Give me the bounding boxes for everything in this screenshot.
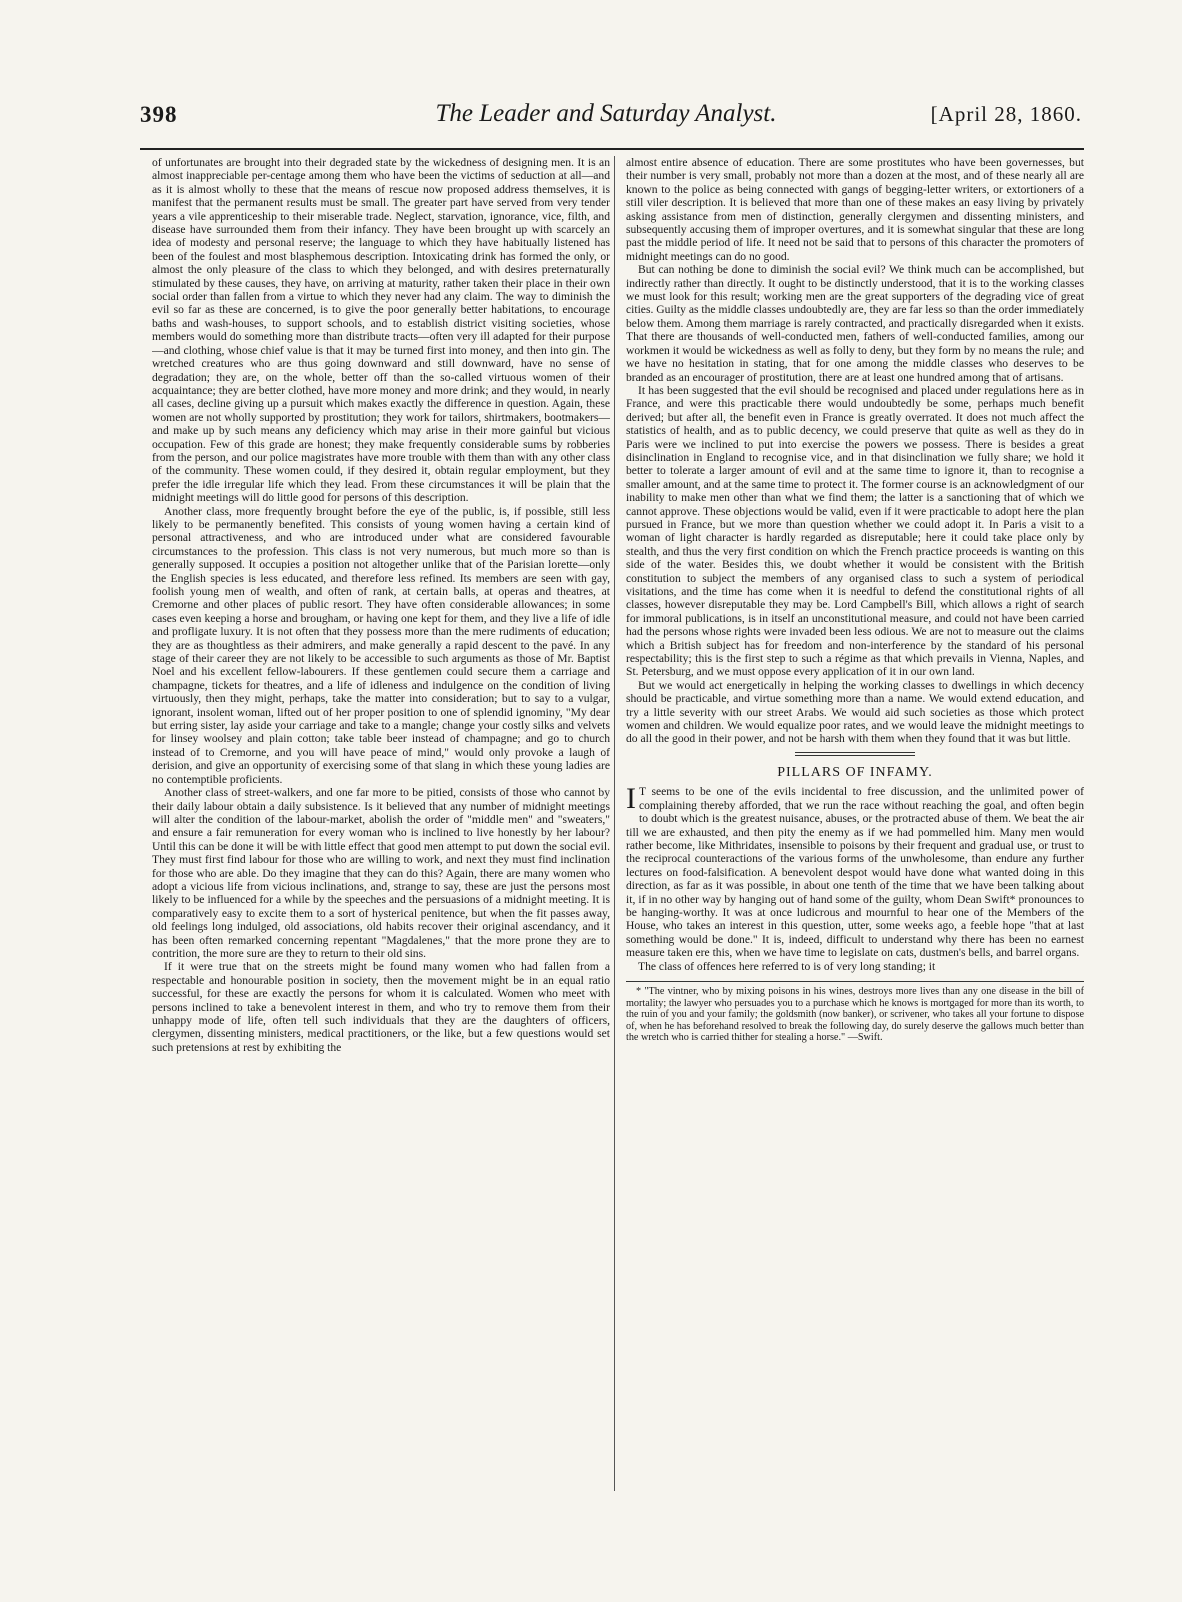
article-paragraph: almost entire absence of education. There are some prostitutes who have been governesses, but their number is very small, probably not more than a dozen at the most, and of these nearly all are known to the police as being connected with gangs of begging-letter writers, or extortioners of a still viler description. It is believed that more than one of these makes an easy living by privately asking assistance from men of distinction, generally clergymen and dissenting ministers, and subsequently accusing them of improper overtures, and it is somewhat singular that these are long past the middle period of life. It need not be said that to persons of this character the promoters of midnight meetings can do no good. bbox=[626, 156, 1084, 263]
article-paragraph: Another class of street-walkers, and one far more to be pitied, consists of those who cannot by their daily labour obtain a daily subsistence. Is it believed that any number of midnight meetings will alter the condition of the labour-market, abolish the order of "middle men" and "sweaters," and ensure a fair remuneration for every woman who is inclined to live honestly by her labour? Until this can be done it will be with little effect that good men attempt to put down the social evil. They must first find labour for those who are willing to work, and next they must find inclination for those who are able. Do they imagine that they can do this? Again, there are many women who adopt a vicious life from vicious inclinations, and, strange to say, these are just the persons most likely to be influenced for a while by the speeches and the persuasions of a midnight meeting. It is comparatively easy to excite them to a sort of hysterical penitence, but when the fit passes away, old feelings long indulged, old associations, old habits recover their original ascendancy, and it has been often remarked concerning repentant "Magdalenes," that the more prone they are to contrition, the more sure are they to return to their old sins. bbox=[152, 786, 610, 960]
article-paragraph: Another class, more frequently brought before the eye of the public, is, if possible, still less likely to be permanently benefited. This consists of young women having a certain kind of personal attractiveness, and who are introduced under what are considered favourable circumstances to the profession. This class is not very numerous, but much more so than is generally supposed. It occupies a position not altogether unlike that of the Parisian lorette—only the English species is less educated, and therefore less refined. Its members are seen with gay, foolish young men of wealth, and often of rank, at certain balls, at operas and theatres, at Cremorne and other places of public resort. They have often considerable allowances; in some cases even keeping a horse and brougham, or having one kept for them, and they live a life of idle and profligate luxury. It is not often that they possess more than the mere rudiments of education; they are as thoughtless as their admirers, and make generally a rapid descent to the pavé. In any stage of their career they are not likely to be accessible to such arguments as those of Mr. Baptist Noel and his excellent fellow-labourers. If these gentlemen could secure them a carriage and champagne, tickets for theatres, and a life of idleness and indulgence on the condition of living virtuously, then they might, perhaps, take the matter into consideration; but to say to a vulgar, ignorant, insolent woman, lifted out of her proper position to one of splendid ignominy, "My dear but erring sister, lay aside your carriage and take to a mangle; change your costly silks and velvets for linsey woolsey and plain cotton; take table beer instead of champagne; and go to church instead of to Cremorne, and you will have peace of mind," would only provoke a laugh of derision, and give an opportunity of exercising some of that slang in which these young ladies are no contemptible proficients. bbox=[152, 504, 610, 786]
header-rule bbox=[140, 148, 1084, 150]
article-paragraph: But can nothing be done to diminish the social evil? We think much can be accomplished, but indirectly rather than directly. It ought to be distinctly understood, that it is to the working classes we must look for this result; working men are the great supporters of the degrading vice of great cities. Guilty as the middle classes undoubtedly are, they are far less so than the order immediately below them. Among them marriage is rarely contracted, and practically disregarded when it exists. That there are thousands of well-conducted men, fathers of well-conducted families, among our workmen it would be wickedness as well as folly to deny, but they form by no means the rule; and we have no hesitation in stating, that for one among the middle classes who deserves to be branded as an encourager of prostitution, there are at least one hundred among that of artisans. bbox=[626, 263, 1084, 384]
issue-date: [April 28, 1860. bbox=[930, 102, 1082, 126]
section-divider bbox=[795, 752, 915, 756]
footnote-text: * "The vintner, who by mixing poisons in his wines, destroys more lives than any one disease in the bill of mortality; the lawyer who persuades you to a purchase which he knows is mortgaged for more than its worth, to the ruin of you and your family; the goldsmith (now banker), or scrivener, who takes all your fortune to dispose of, when he has beforehand resolved to break the following day, do surely deserve the gallows much better than the wretch who is carried thither for stealing a horse." —Swift. bbox=[626, 985, 1084, 1044]
right-column bbox=[626, 156, 1084, 1476]
article-paragraph: But we would act energetically in helping the working classes to dwellings in which decency should be practicable, and virtue something more than a name. We would extend education, and try a little severity with our street Arabs. We would aid such societies as those which protect women and children. We would equalize poor rates, and we would leave the midnight meetings to do all the good in their power, and not be harsh with them when they found that it was but little. bbox=[626, 678, 1084, 746]
column-divider bbox=[614, 156, 615, 1491]
article-paragraph: The class of offences here referred to is of very long standing; it bbox=[638, 959, 936, 973]
section-first-paragraph bbox=[626, 782, 1084, 960]
page-header bbox=[130, 100, 1082, 140]
section-title: PILLARS OF INFAMY. bbox=[777, 764, 933, 780]
masthead-title: The Leader and Saturday Analyst. bbox=[435, 100, 777, 127]
page-number: 398 bbox=[140, 102, 178, 127]
article-paragraph: It has been suggested that the evil should be recognised and placed under regulations here as in France, and were this practicable there would undoubtedly be some, perhaps much benefit derived; but after all, the benefit even in France is greatly overrated. It does not much affect the statistics of health, and as to public decency, we could preserve that quite as well as they do in Paris were we inclined to put into exercise the powers we possess. There is besides a great disinclination in England to recognise vice, and in that disinclination we fully share; we hold it better to tolerate a larger amount of evil and at the same time to ignore it, than to recognise a smaller amount, and at the same time to protect it. The former course is an acknowledgment of our inability to make men other than what we find them; the latter is a sanctioning that of which we cannot approve. These objections would be valid, even if it were practicable to adopt here the plan pursued in France, but we more than question whether we could adopt it. In Paris a visit to a woman of light character is hardly regarded as disreputable; here it could take place only by stealth, and thus the very first condition on which the French practice proceeds is wanting on this side of the water. Besides this, we doubt whether it would be consistent with the British constitution to subject the members of any organised class to such a system of periodical visitations, and the time has come when it is needful to defend the constitutional rights of all classes, however disreputable they may be. Lord Campbell's Bill, which allows a right of search for immoral publications, is in itself an unconstitutional measure, and could not have been carried had the persons whose rights were invaded been less odious. We are not to measure out the claims which a British subject has for freedom and non-interference by the standard of his personal respectability; this is the first step to such a régime as that which prevails in Vienna, Naples, and St. Petersburg, and we must oppose every application of it in our own land. bbox=[626, 383, 1084, 679]
section-paragraph-text: T seems to be one of the evils incidental to free discussion, and the unlimited power of complaining thereby afforded, that we run the race without reaching the goal, and often begin to doubt which is the greatest nuisance, abuses, or the protracted abuse of them. We beat the air till we are exhausted, and then pity the enemy as if we had pommelled him. Many men would rather become, like Mithridates, insensible to poisons by their frequent and gradual use, or trust to the reciprocal counteractions of the various forms of the unwholesome, than endure any further lectures on food-falsification. A benevolent despot would have done what wanted doing in this direction, as far as it was possible, in about one tenth of the time that we have been talking about it, if in no other way by hanging out of hand some of the guilty, whom Dean Swift* pronounces to be hanging-worthy. It was at once ludicrous and mournful to hear one of the Members of the House, who takes an interest in this question, utter, some weeks ago, a feeble hope "that at last something would be done." It is, indeed, difficult to understand why there has been no earnest measure taken ere this, when we have time to legislate on cats, dustmen's bells, and barrel organs. bbox=[626, 785, 1084, 960]
article-paragraph: If it were true that on the streets might be found many women who had fallen from a respectable and honourable position in society, then the movement might be in an equal ratio successful, for these are exactly the persons for whom it is calculated. Women who meet with persons inclined to take a benevolent interest in them, and who try to remove them from their unhappy mode of life, often tell such individuals that they are the daughters of officers, clergymen, dissenting ministers, medical practitioners, or the like, but a few questions would set such pretensions at rest by exhibiting the bbox=[152, 960, 610, 1054]
footnote bbox=[626, 981, 1084, 1044]
article-paragraph: of unfortunates are brought into their degraded state by the wickedness of designing men. It is an almost inappreciable per-centage among them who have been the victims of seduction at all—and as it is almost wholly to these that the means of rescue now proposed address themselves, it is manifest that the permanent results must be small. The greater part have served from very tender years a vile apprenticeship to their miserable trade. Neglect, starvation, ignorance, vice, filth, and disease have surrounded them from their infancy. They have been brought up with scarcely an idea of modesty and personal reserve; the language to which they have habitually listened has been of the foulest and most blasphemous description. Intoxicating drink has formed the only, or almost the only pleasure of the class to which they belonged, and with desires preternaturally stimulated by these causes, they have, on arriving at maturity, rather taken their place in their own social order than fallen from a virtue to which they never had any claim. The way to diminish the evil so far as these are concerned, is to give the poor generally better habitations, to encourage baths and wash-houses, to support schools, and to establish district visiting societies, whose members would do something more than distribute tracts—often very ill adapted for their purpose—and clothing, whose chief value is that it may be turned first into money, and then into gin. The wretched creatures who are thus going downward and still downward, have no sense of degradation; they are, on the whole, better off than the so-called virtuous women of their acquaintance; they are better clothed, have more money and more drink; and they would, in nearly all cases, decline giving up a pursuit which makes exactly the difference in question. Again, these women are not wholly supported by prostitution; they work for tailors, shirtmakers, bootmakers—and make up by such means any deficiency which may arise in their more gainful but vicious occupation. Few of this grade are honest; they make frequently considerable sums by robberies from the person, and our police magistrates have more trouble with them than with any other class of the community. These women could, if they desired it, obtain regular employment, but they prefer the idle irregular life which they lead. From these circumstances it will be plain that the midnight meetings will do little good for persons of this description. bbox=[152, 156, 610, 505]
drop-cap: I bbox=[626, 782, 636, 816]
left-column bbox=[152, 156, 610, 1486]
